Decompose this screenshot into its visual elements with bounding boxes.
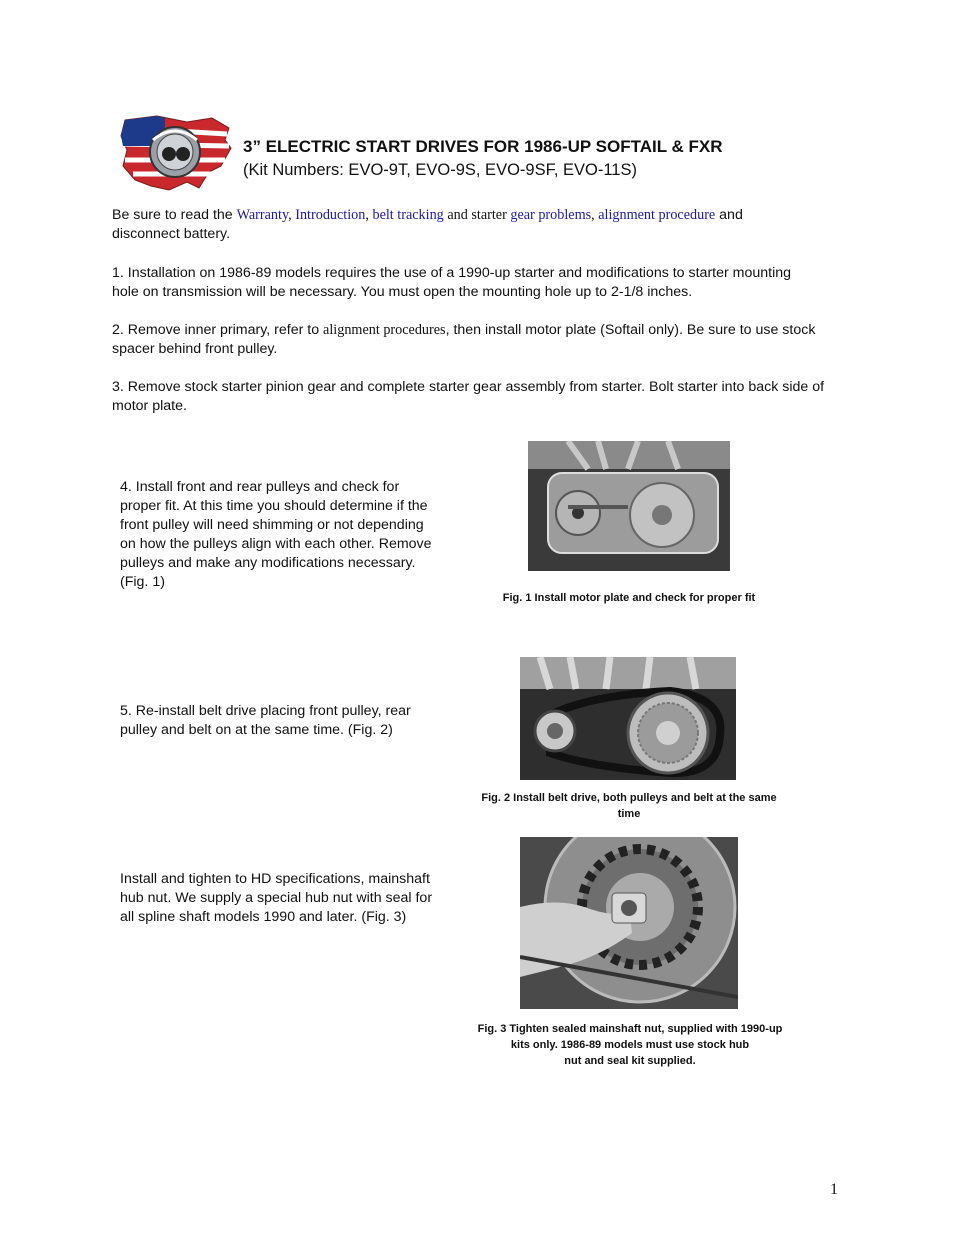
alignment-procedure-link[interactable]: alignment procedure bbox=[598, 207, 716, 223]
page-number: 1 bbox=[830, 1181, 838, 1198]
step-2: 2. Remove inner primary, refer to alignment procedures, then install motor plate (Softail only). Be sure to use stock spacer behind front pulley. bbox=[112, 322, 816, 357]
figure-1-caption: Fig. 1 Install motor plate and check for proper fit bbox=[502, 592, 756, 604]
figure-1-photo bbox=[528, 441, 730, 571]
intro-paragraph: Be sure to read the Warranty, Introduction, belt tracking and starter gear problems, alignment procedure and disconnect battery. bbox=[112, 207, 743, 242]
belt-tracking-link[interactable]: belt tracking bbox=[372, 207, 444, 223]
step-3: 3. Remove stock starter pinion gear and complete starter gear assembly from starter. Bolt starter into back side of motor plate. bbox=[112, 379, 825, 414]
figure-3-photo bbox=[520, 837, 738, 1009]
figure-2-photo bbox=[520, 657, 736, 780]
step-4: 4. Install front and rear pulleys and check for proper fit. At this time you should determine if the front pulley will need shimming or not depending on how the pulleys align with each other. Remove pulleys and make any modifications necessary. (Fig. 1) bbox=[120, 479, 432, 590]
kit-numbers: (Kit Numbers: EVO-9T, EVO-9S, EVO-9SF, EVO-11S) bbox=[243, 161, 637, 179]
step-1: 1. Installation on 1986-89 models requires the use of a 1990-up starter and modifications to starter mounting hole on transmission will be necessary. You must open the mounting hole up to 2-1/8 inches. bbox=[112, 265, 792, 300]
introduction-link[interactable]: Introduction bbox=[295, 207, 366, 223]
step-5: 5. Re-install belt drive placing front pulley, rear pulley and belt on at the same time. (Fig. 2) bbox=[120, 703, 411, 738]
figure-2-caption: Fig. 2 Install belt drive, both pulleys and belt at the same time bbox=[481, 792, 777, 820]
belt-drives-logo bbox=[117, 110, 237, 198]
page-title: 3” ELECTRIC START DRIVES FOR 1986-UP SOFTAIL & FXR bbox=[243, 137, 723, 156]
warranty-link[interactable]: Warranty bbox=[236, 207, 289, 223]
step-6: Install and tighten to HD specifications, mainshaft hub nut. We supply a special hub nut with seal for all spline shaft models 1990 and later. (Fig. 3) bbox=[120, 871, 433, 925]
gear-problems-link[interactable]: gear problems bbox=[510, 207, 592, 223]
figure-3-caption: Fig. 3 Tighten sealed mainshaft nut, supplied with 1990-up kits only. 1986-89 models must use stock hub nut and seal kit supplied. bbox=[477, 1023, 783, 1067]
alignment-procedures-ref: alignment procedures bbox=[323, 322, 446, 338]
